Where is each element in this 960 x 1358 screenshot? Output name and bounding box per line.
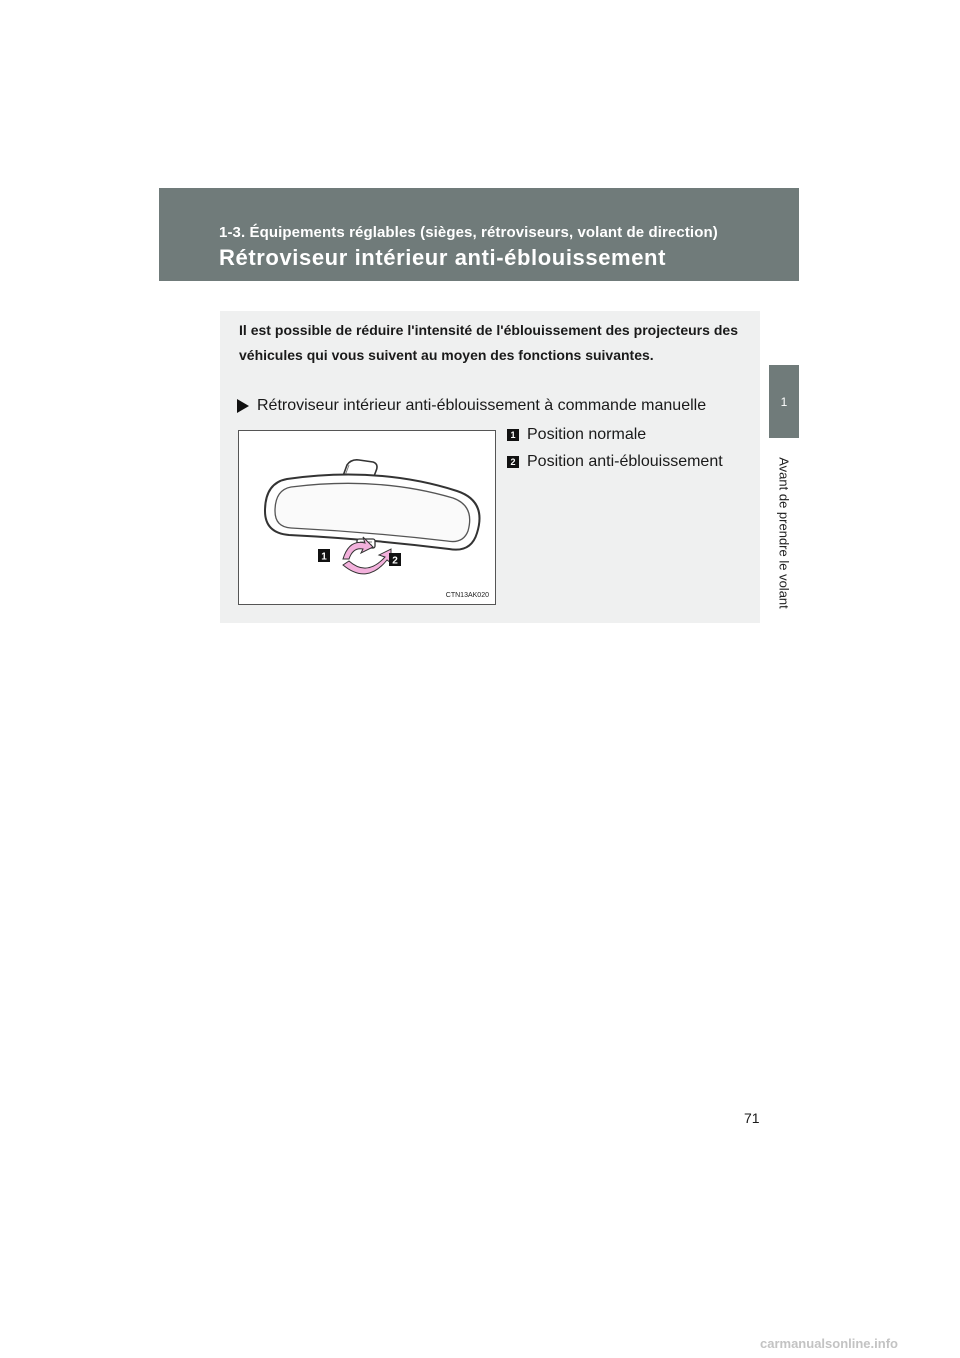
subheading-text: Rétroviseur intérieur anti-éblouissement à commande manuelle xyxy=(257,397,707,414)
section-label: 1-3. Équipements réglables (sièges, rétroviseurs, volant de direction) xyxy=(219,224,718,241)
chapter-title: Avant de prendre le volant xyxy=(776,457,792,609)
figure-code: CTN13AK020 xyxy=(445,592,489,599)
item-label: Position anti-éblouissement xyxy=(527,453,723,470)
header-band xyxy=(159,188,799,281)
page-number: 71 xyxy=(744,1110,760,1126)
item-antiglare-position xyxy=(507,453,723,471)
triangle-bullet-icon xyxy=(237,399,249,413)
callout-1: 1 xyxy=(321,551,327,563)
item-label: Position normale xyxy=(527,426,647,443)
chapter-tab xyxy=(769,365,799,438)
rearview-mirror-illustration xyxy=(239,431,495,604)
intro-paragraph: Il est possible de réduire l'intensité de l'éblouissement des projecteurs des véhicules qui vous suivent au moyen des fonctions suivantes. xyxy=(239,322,738,363)
subheading xyxy=(237,397,706,415)
callout-2: 2 xyxy=(392,555,398,567)
item-normal-position xyxy=(507,426,646,444)
page-title: Rétroviseur intérieur anti-éblouissement xyxy=(219,245,666,270)
number-badge-2: 2 xyxy=(507,456,519,468)
mirror-figure xyxy=(238,430,496,605)
content-box xyxy=(220,311,760,623)
number-badge-1: 1 xyxy=(507,429,519,441)
watermark: carmanualsonline.info xyxy=(760,1336,898,1351)
chapter-number: 1 xyxy=(780,394,788,409)
